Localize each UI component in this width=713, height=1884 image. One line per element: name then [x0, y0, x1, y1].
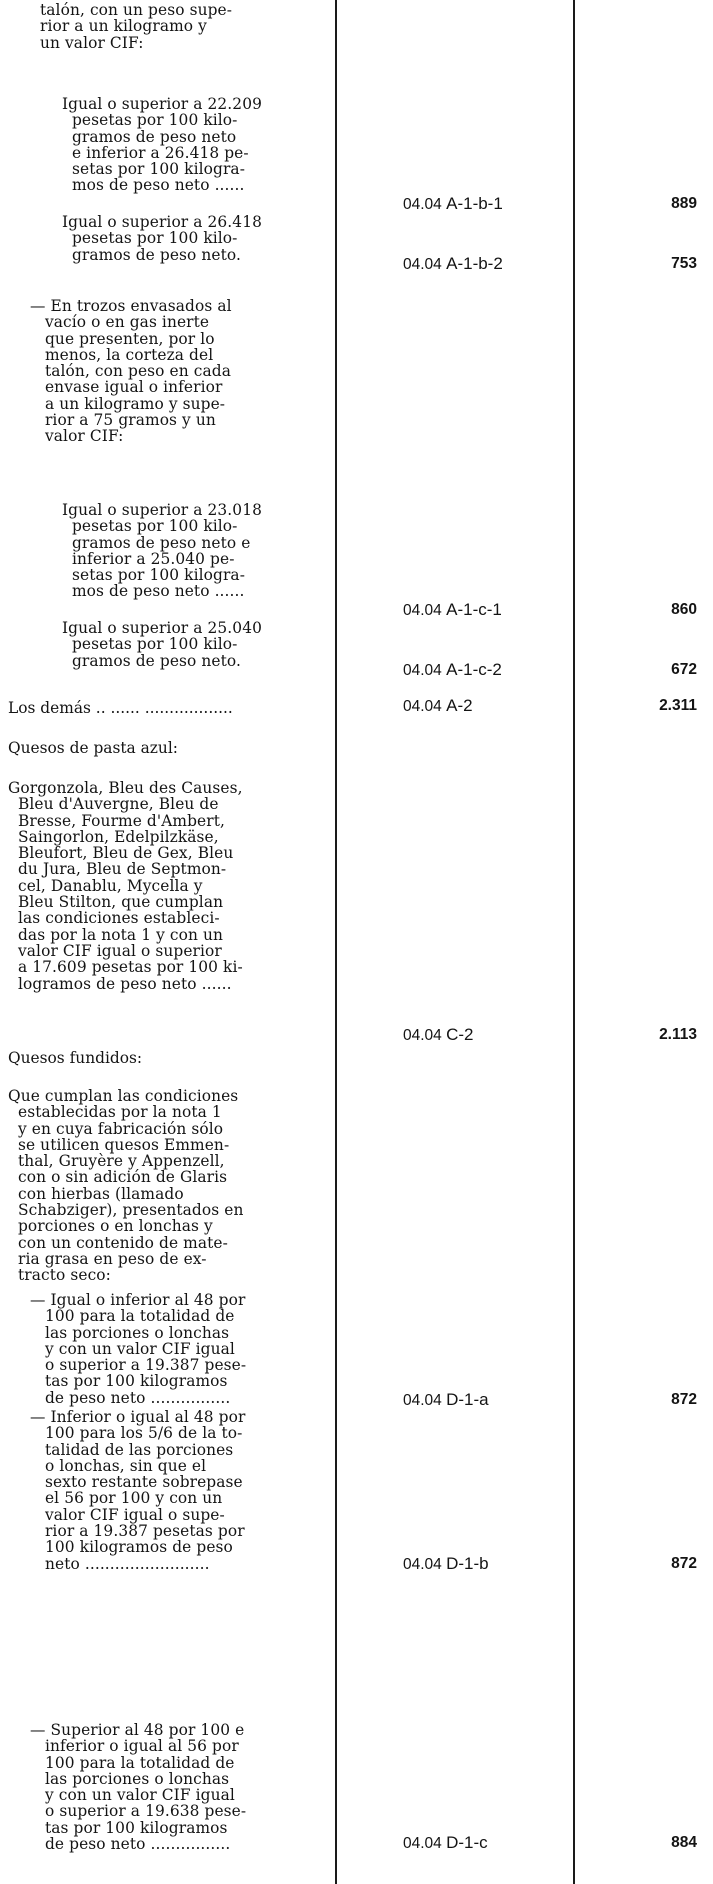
desc-block-gorgonzola: Gorgonzola, Bleu des Causes, Bleu d'Auvergne, Bleu de Bresse, Fourme d'Ambert, Saingorlon, Edelpilzkäse, Bleufort, Bleu de Gex, Bleu du Jura, Bleu de Septmon- cel, Danablu, Mycella y Bleu Stilton, que cumplan las condiciones estableci- das por la nota 1 y con un valor CIF igual o superior a 17.609 pesetas por 100 ki- logramos de peso neto ...... [8, 779, 243, 993]
tariff-code-a-2: 04.04 A-2 [403, 696, 473, 715]
tariff-code-a-1-c-1: 04.04 A-1-c-1 [403, 600, 502, 619]
duty-value-d-1-b: 872 [671, 1555, 697, 1572]
desc-block-talon-peso: talón, con un peso supe- rior a un kilogramo y un valor CIF: [40, 1, 233, 52]
tariff-code-a-1-b-2: 04.04 A-1-b-2 [403, 254, 503, 273]
column-divider-left [335, 0, 337, 1884]
desc-block-26418: Igual o superior a 26.418 pesetas por 100 kilo- gramos de peso neto. [62, 213, 262, 264]
desc-block-23018: Igual o superior a 23.018 pesetas por 100 kilo- gramos de peso neto e inferior a 25.040 pe- setas por 100 kilogra- mos de peso neto ...... [62, 501, 262, 601]
column-divider-right [573, 0, 575, 1884]
tariff-code-d-1-b: 04.04 D-1-b [403, 1554, 489, 1573]
tariff-code-c-2: 04.04 C-2 [403, 1025, 474, 1044]
duty-value-a-1-c-2: 672 [671, 661, 697, 678]
section-heading-pasta-azul: Quesos de pasta azul: [8, 739, 178, 757]
section-heading-quesos-fundidos: Quesos fundidos: [8, 1049, 143, 1067]
duty-value-d-1-c: 884 [671, 1834, 697, 1851]
duty-value-a-1-b-2: 753 [671, 255, 697, 272]
duty-value-c-2: 2.113 [659, 1026, 697, 1043]
duty-value-a-1-c-1: 860 [671, 601, 697, 618]
desc-block-22209: Igual o superior a 22.209 pesetas por 100 kilo- gramos de peso neto e inferior a 26.418 pe- setas por 100 kilogra- mos de peso neto ...... [62, 95, 262, 195]
desc-los-demas: Los demás .. ...... .................. [8, 699, 233, 717]
desc-block-igual-inferior-48: — Igual o inferior al 48 por 100 para la totalidad de las porciones o lonchas y con un valor CIF igual o superior a 19.387 pese- tas por 100 kilogramos de peso neto ................ [30, 1291, 247, 1407]
desc-block-que-cumplan: Que cumplan las condiciones establecidas por la nota 1 y en cuya fabricación sólo se utilicen quesos Emmen- thal, Gruyère y Appenzell, con o sin adición de Glaris con hierbas (llamado Schabziger), presentados en porciones o en lonchas y con un contenido de mate- ria grasa en peso de ex- tracto seco: [8, 1087, 244, 1285]
duty-value-a-1-b-1: 889 [671, 195, 697, 212]
desc-block-inferior-igual-48: — Inferior o igual al 48 por 100 para los 5/6 de la to- talidad de las porciones o lonchas, sin que el sexto restante sobrepase el 56 por 100 y con un valor CIF igual o supe- rior a 19.387 pesetas por 100 kilogramos de peso neto ......................... [30, 1408, 246, 1573]
duty-value-a-2: 2.311 [659, 697, 697, 714]
tariff-code-a-1-c-2: 04.04 A-1-c-2 [403, 660, 502, 679]
desc-block-superior-48: — Superior al 48 por 100 e inferior o igual al 56 por 100 para la totalidad de las porciones o lonchas y con un valor CIF igual o superior a 19.638 pese- tas por 100 kilogramos de peso neto ................ [30, 1721, 247, 1854]
duty-value-d-1-a: 872 [671, 1391, 697, 1408]
tariff-code-d-1-c: 04.04 D-1-c [403, 1833, 488, 1852]
tariff-code-d-1-a: 04.04 D-1-a [403, 1390, 489, 1409]
desc-block-trozos-envasados: — En trozos envasados al vacío o en gas inerte que presenten, por lo menos, la corteza del talón, con peso en cada envase igual o inferior a un kilogramo y supe- rior a 75 gramos y un valor CIF: [30, 297, 232, 446]
tariff-code-a-1-b-1: 04.04 A-1-b-1 [403, 194, 503, 213]
desc-block-25040: Igual o superior a 25.040 pesetas por 100 kilo- gramos de peso neto. [62, 619, 262, 670]
